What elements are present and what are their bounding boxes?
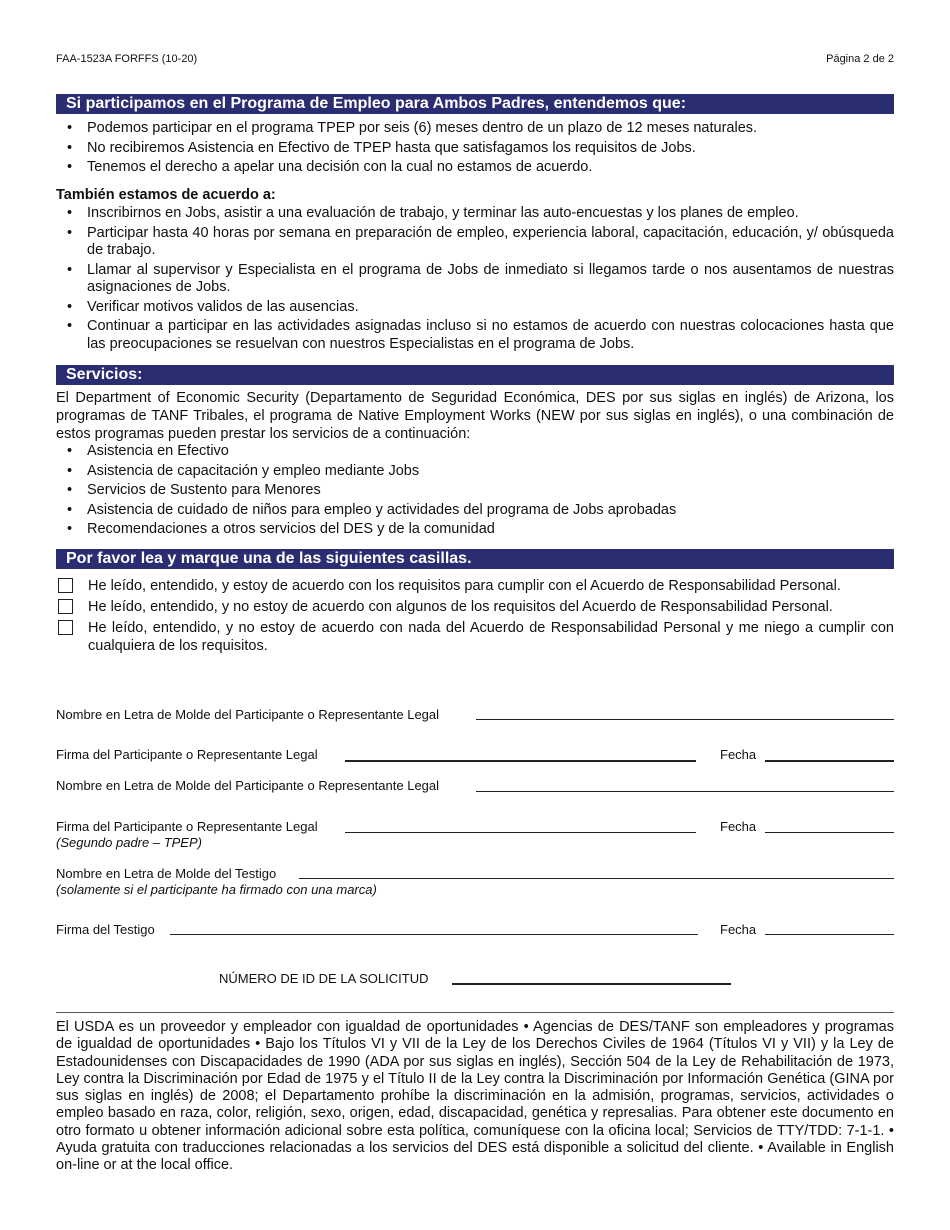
list-item: • Asistencia de capacitación y empleo mediante Jobs (56, 463, 894, 481)
agree-checkbox[interactable] (58, 578, 73, 593)
date-field-3[interactable] (765, 934, 894, 935)
list-item: • Recomendaciones a otros servicios del DES y de la comunidad (56, 521, 894, 539)
list-item: • Verificar motivos validos de las ausencias. (56, 299, 894, 317)
witness-signature-field[interactable] (170, 934, 698, 935)
date-field-1[interactable] (765, 760, 894, 762)
date-label-1: Fecha (720, 747, 757, 762)
footer-divider (56, 1012, 894, 1013)
application-id-field[interactable] (452, 983, 731, 985)
section-title-services: Servicios: (56, 365, 894, 385)
list-item: • Servicios de Sustento para Menores (56, 482, 894, 500)
checkbox-option-partial (56, 598, 894, 616)
checkbox-label: He leído, entendido, y no estoy de acuerdo con algunos de los requisitos del Acuerdo de Responsabilidad Personal. (88, 599, 833, 615)
list-item: • Continuar a participar en las actividades asignadas incluso si no estamos de acuerdo con nuestras colocaciones hasta que las preocupaciones se resuelvan con nuestros Especialistas en el programa de Jobs. (56, 318, 894, 353)
form-id: FAA-1523A FORFFS (10-20) (56, 53, 198, 65)
witness-name-label: Nombre en Letra de Molde del Testigo (56, 866, 277, 881)
tpep-understanding-list (56, 120, 894, 179)
list-item: • Llamar al supervisor y Especialista en el programa de Jobs de inmediato si llegamos tarde o nos ausentamos de nuestras asignaciones de Jobs. (56, 262, 894, 297)
agree-heading: También estamos de acuerdo a: (56, 187, 276, 203)
list-item: • Participar hasta 40 horas por semana en preparación de empleo, experiencia laboral, capacitación, educación, y/ obúsqueda de trabajo. (56, 225, 894, 260)
witness-name-field[interactable] (299, 878, 894, 879)
checkbox-label: He leído, entendido, y no estoy de acuerdo con nada del Acuerdo de Responsabilidad Personal y me niego a cumplir con cualquiera de los requisitos. (88, 620, 894, 654)
services-list (56, 443, 894, 541)
agree-list (56, 205, 894, 355)
second-parent-note: (Segundo padre – TPEP) (56, 835, 202, 850)
page-number: Página 2 de 2 (826, 53, 894, 65)
list-item: • Asistencia de cuidado de niños para empleo y actividades del programa de Jobs aprobadas (56, 502, 894, 520)
list-item: • Inscribirnos en Jobs, asistir a una evaluación de trabajo, y terminar las auto-encuestas y los planes de empleo. (56, 205, 894, 223)
print-name-label-2: Nombre en Letra de Molde del Participante o Representante Legal (56, 778, 440, 793)
application-id-label: NÚMERO DE ID DE LA SOLICITUD (219, 971, 429, 986)
date-label-3: Fecha (720, 922, 757, 937)
signature-field-2[interactable] (345, 832, 696, 833)
print-name-label-1: Nombre en Letra de Molde del Participante o Representante Legal (56, 707, 440, 722)
services-intro: El Department of Economic Security (Departamento de Seguridad Económica, DES por sus siglas en inglés) de Arizona, los programas de TANF Tribales, el programa de Native Employment Works (NEW por sus siglas en inglés), o una combinación de estos programas pueden prestar los servicios de a continuación: (56, 390, 894, 442)
list-item: • Asistencia en Efectivo (56, 443, 894, 461)
checkbox-option-agree (56, 577, 894, 595)
checkbox-label: He leído, entendido, y estoy de acuerdo con los requisitos para cumplir con el Acuerdo de Responsabilidad Personal. (88, 578, 841, 594)
witness-signature-label: Firma del Testigo (56, 922, 155, 937)
section-title-checkboxes: Por favor lea y marque una de las siguientes casillas. (56, 549, 894, 569)
date-field-2[interactable] (765, 832, 894, 833)
section-title-tpep: Si participamos en el Programa de Empleo para Ambos Padres, entendemos que: (56, 94, 894, 114)
refuse-checkbox[interactable] (58, 620, 73, 635)
witness-note: (solamente si el participante ha firmado con una marca) (56, 882, 377, 897)
print-name-field-1[interactable] (476, 719, 894, 720)
checkbox-option-refuse (56, 619, 894, 655)
list-item: • No recibiremos Asistencia en Efectivo de TPEP hasta que satisfagamos los requisitos de Jobs. (56, 140, 894, 158)
signature-label-2: Firma del Participante o Representante Legal (56, 819, 318, 834)
date-label-2: Fecha (720, 819, 757, 834)
list-item: • Podemos participar en el programa TPEP por seis (6) meses dentro de un plazo de 12 meses naturales. (56, 120, 894, 138)
list-item: • Tenemos el derecho a apelar una decisión con la cual no estamos de acuerdo. (56, 159, 894, 177)
partial-disagree-checkbox[interactable] (58, 599, 73, 614)
footer-notice: El USDA es un proveedor y empleador con igualdad de oportunidades • Agencias de DES/TANF son empleadores y programas de igualdad de oportunidades • Bajo los Títulos VI y VII de la Ley de los Derechos Civiles de 1964 (Títulos VI y VII) y la Ley de Estadounidenses con Discapacidades de 1990 (ADA por sus siglas en inglés), Sección 504 de la Ley de Rehabilitación de 1973, Ley contra la Discriminación por Edad de 1975 y el Título II de la Ley contra la Discriminación por Información Genética (GINA por sus siglas en inglés) de 2008; el Departamento prohíbe la discriminación en la admisión, programas, servicios, actividades o empleo basado en raza, color, religión, sexo, origen, edad, discapacidad, genética y represalias. Para obtener este documento en otro formato u obtener información adicional sobre esta política, comuníquese con la oficina local; Servicios de TTY/TDD: 7-1-1. • Ayuda gratuita con traducciones relacionadas a los servicios del DES está disponible a solicitud del cliente. • Available in English on-line or at the local office. (56, 1019, 894, 1174)
print-name-field-2[interactable] (476, 791, 894, 792)
signature-field-1[interactable] (345, 760, 696, 762)
signature-label-1: Firma del Participante o Representante Legal (56, 747, 318, 762)
